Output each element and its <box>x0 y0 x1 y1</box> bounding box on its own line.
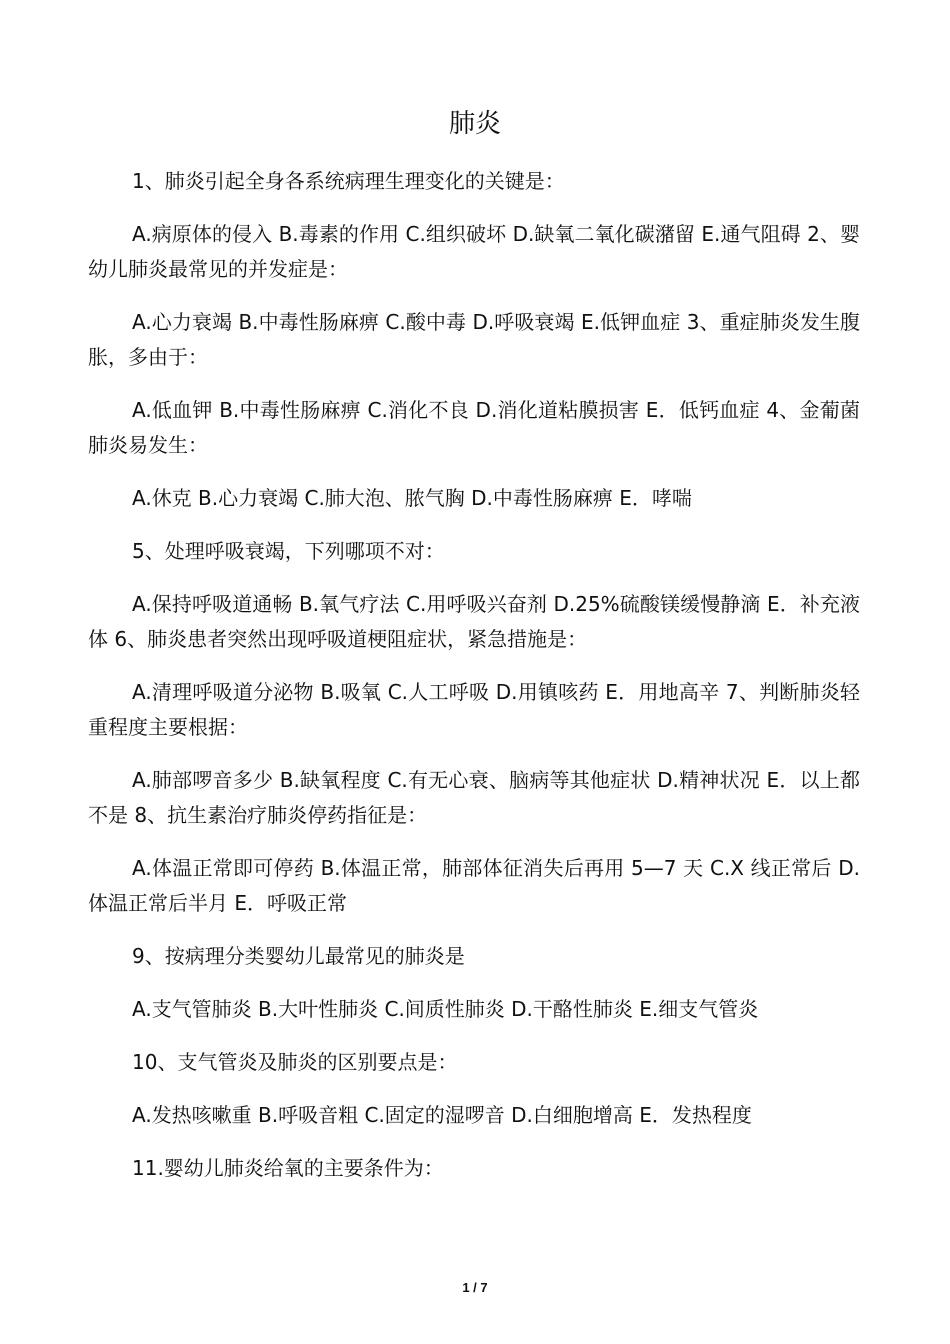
answer-options: A.病原体的侵入 B.毒素的作用 C.组织破坏 D.缺氧二氧化碳潴留 E.通气阻碍 2、婴幼儿肺炎最常见的并发症是： <box>88 222 860 281</box>
question-stem: 9、按病理分类婴幼儿最常见的肺炎是 <box>132 944 465 968</box>
question-stem: 11.婴幼儿肺炎给氧的主要条件为： <box>132 1156 444 1180</box>
answer-options: A.肺部啰音多少 B.缺氧程度 C.有无心衰、脑病等其他症状 D.精神状况 E．以上都不是 8、抗生素治疗肺炎停药指征是： <box>88 768 860 827</box>
question-stem: 1、肺炎引起全身各系统病理生理变化的关键是： <box>132 169 565 193</box>
answer-options: A.低血钾 B.中毒性肠麻痹 C.消化不良 D.消化道粘膜损害 E．低钙血症 4、金葡菌肺炎易发生： <box>88 398 860 457</box>
answer-options: A.体温正常即可停药 B.体温正常，肺部体征消失后再用 5—7 天 C.X 线正常后 D.体温正常后半月 E．呼吸正常 <box>88 856 860 915</box>
answer-options: A.清理呼吸道分泌物 B.吸氧 C.人工呼吸 D.用镇咳药 E．用地高辛 7、判断肺炎轻重程度主要根据： <box>88 680 860 739</box>
document-body <box>88 164 860 1204</box>
answer-options: A.支气管肺炎 B.大叶性肺炎 C.间质性肺炎 D.干酪性肺炎 E.细支气管炎 <box>132 997 759 1021</box>
answer-options: A.休克 B.心力衰竭 C.肺大泡、脓气胸 D.中毒性肠麻痹 E．哮喘 <box>132 486 692 510</box>
answer-options: A.心力衰竭 B.中毒性肠麻痹 C.酸中毒 D.呼吸衰竭 E.低钾血症 3、重症肺炎发生腹胀，多由于： <box>88 310 860 369</box>
page-title: 肺炎 <box>448 109 501 139</box>
question-stem: 5、处理呼吸衰竭，下列哪项不对： <box>132 539 445 563</box>
answer-options: A.保持呼吸道通畅 B.氧气疗法 C.用呼吸兴奋剂 D.25%硫酸镁缓慢静滴 E．补充液体 6、肺炎患者突然出现呼吸道梗阻症状，紧急措施是： <box>88 592 860 651</box>
page-number: 1 / 7 <box>462 1280 488 1295</box>
answer-options: A.发热咳嗽重 B.呼吸音粗 C.固定的湿啰音 D.白细胞增高 E．发热程度 <box>132 1103 752 1127</box>
question-stem: 10、支气管炎及肺炎的区别要点是： <box>132 1050 458 1074</box>
